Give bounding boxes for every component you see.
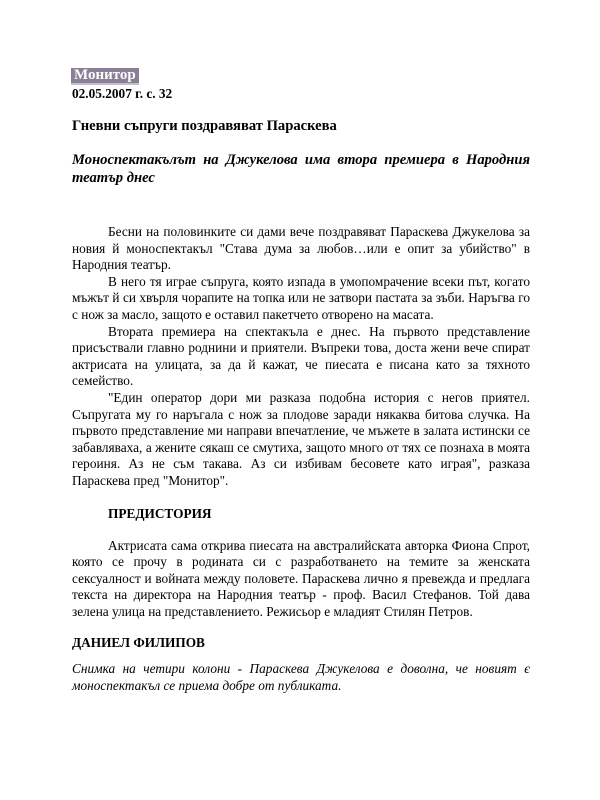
logo-text: Монитор bbox=[74, 67, 136, 83]
article-author: ДАНИЕЛ ФИЛИПОВ bbox=[72, 635, 205, 651]
body-paragraph: Бесни на половинките си дами вече поздравяват Параскева Джукелова за новия й моноспектакъл "Става дума за любов…или е опит за убийство" в Народния театър. bbox=[72, 224, 530, 273]
publication-logo bbox=[71, 68, 139, 85]
article-headline: Гневни съпруги поздравяват Параскева bbox=[72, 118, 337, 134]
background-section-body bbox=[72, 538, 530, 621]
body-paragraph: В него тя играе съпруга, която изпада в умопомрачение всеки път, когато мъжът й си хвърля чорапите на топка или не затвори пастата за зъби. Наръгва го с нож за масло, защото е оставил пакетчето отворено на масата. bbox=[72, 273, 530, 322]
article-subheadline: Моноспектакълът на Джукелова има втора премиера в Народния театър днес bbox=[72, 152, 530, 186]
article-body bbox=[72, 224, 530, 490]
body-paragraph: "Един оператор дори ми разказа подобна история с негов приятел. Съпругата му го наръгала с нож за плодове заради някаква битова случка. На първото представление ми направи впечатление, че мъжете в залата истински се забавляваха, а жените сякаш се смутиха, защото много от тях се познаха в моята героиня. Аз не съм такава. Аз си избивам бесовете като играя", разказа Параскева пред "Монитор". bbox=[72, 389, 530, 488]
photo-caption: Снимка на четири колони - Параскева Джукелова е доволна, че новият є моноспектакъл се приема добре от публиката. bbox=[72, 661, 530, 694]
issue-date-line: 02.05.2007 г. с. 32 bbox=[72, 86, 173, 101]
body-paragraph: Втората премиера на спектакъла е днес. На първото представление присъствали главно роднини и приятели. Въпреки това, доста жени вече спират актрисата на улицата, за да й кажат, че пиесата е писана като за тяхното семейство. bbox=[72, 323, 530, 389]
article-page bbox=[72, 66, 530, 695]
body-paragraph: Актрисата сама открива пиесата на австралийската авторка Фиона Спрот, която се прочу в родината си с разработването на темите за женската сексуалност и войната между половете. Параскева лично я превежда и предлага текста на директора на Народния театър - проф. Васил Стефанов. Той дава зелена улица на представлението. Режисьор е младият Стилян Петров. bbox=[72, 537, 530, 619]
section-title-background: ПРЕДИСТОРИЯ bbox=[108, 505, 212, 521]
